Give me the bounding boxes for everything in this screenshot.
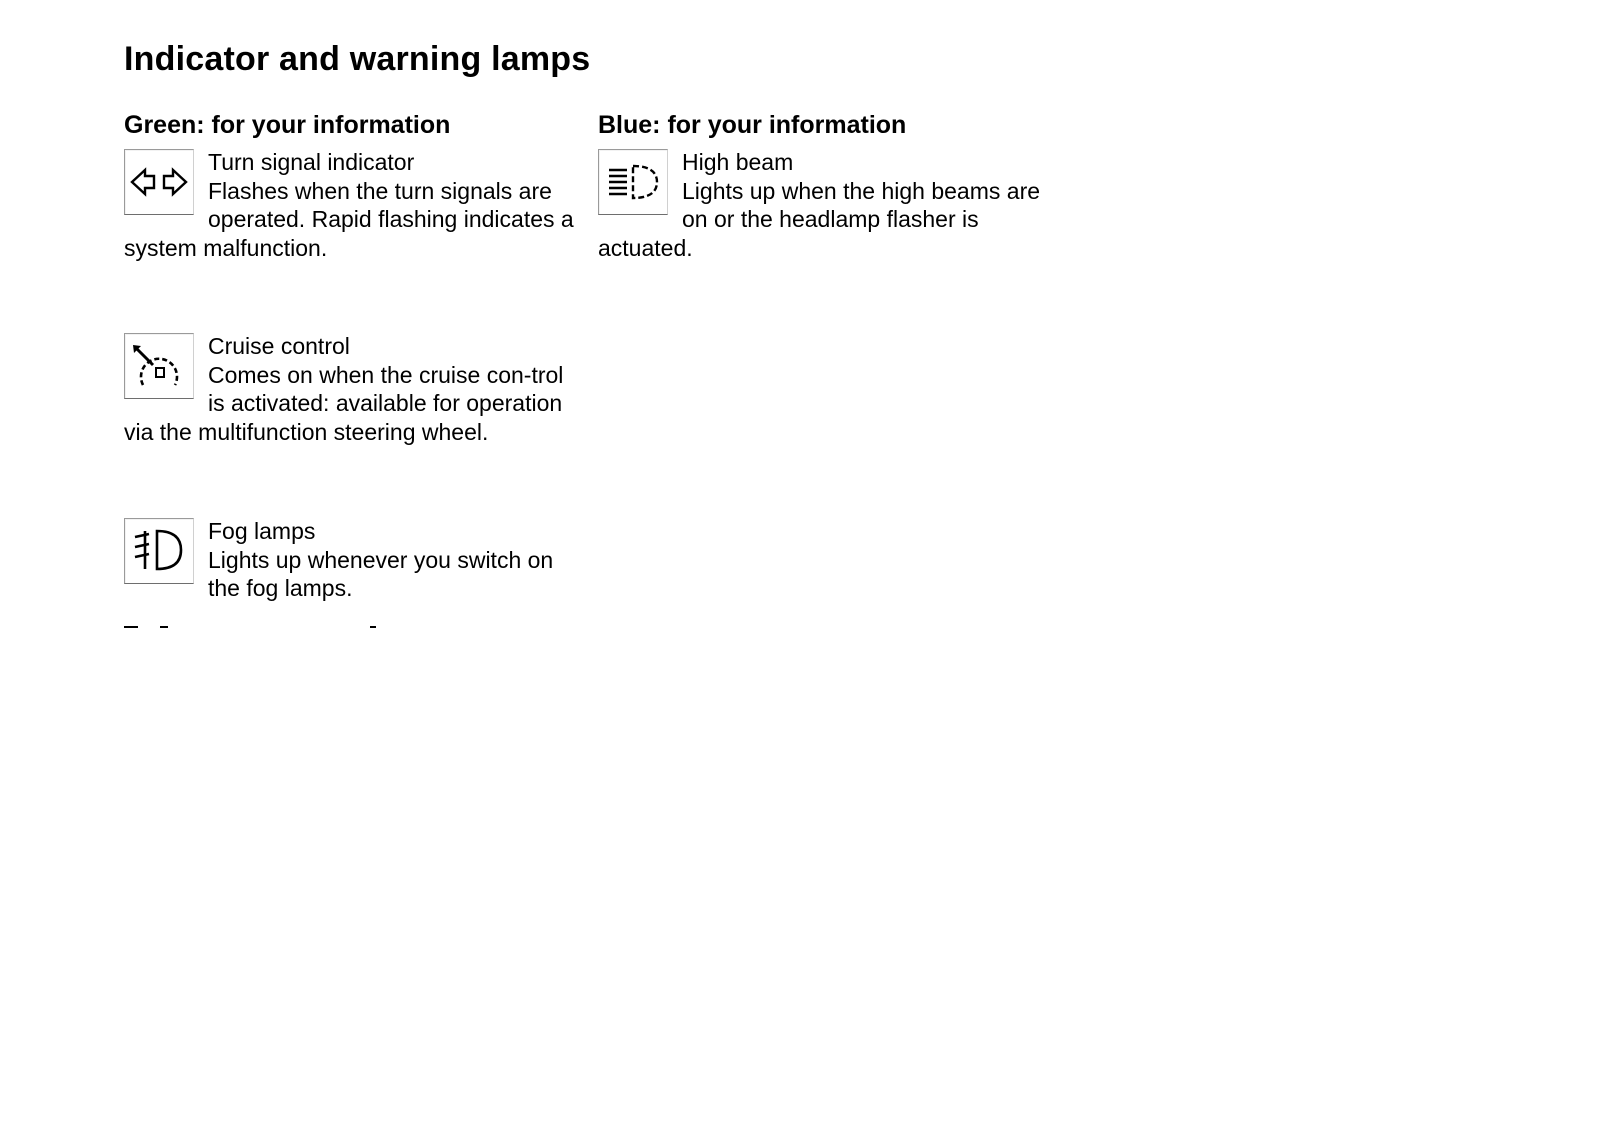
cruise-control-title: Cruise control	[208, 333, 350, 359]
blue-section-heading: Blue: for your information	[598, 111, 907, 139]
fog-lamp-entry	[124, 517, 579, 603]
turn-signal-entry	[124, 148, 579, 262]
blue-section	[598, 110, 1053, 262]
high-beam-description: Lights up when the high beams are on or the headlamp flasher is actuated.	[598, 177, 1041, 261]
turn-signal-title: Turn signal indicator	[208, 149, 415, 175]
turn-signal-description: Flashes when the turn signals are operated. Rapid flashing indicates a system malfunction.	[124, 177, 574, 261]
cruise-control-entry	[124, 332, 579, 446]
high-beam-title: High beam	[682, 149, 794, 175]
high-beam-icon	[598, 149, 668, 215]
fog-lamp-description: Lights up whenever you switch on the fog lamps.	[208, 546, 554, 601]
cruise-control-description: Comes on when the cruise con-trol is activated: available for operation via the multifunction steering wheel.	[124, 361, 564, 445]
green-section	[124, 110, 579, 603]
high-beam-entry	[598, 148, 1053, 262]
fog-lamp-title: Fog lamps	[208, 518, 316, 544]
turn-signal-icon	[124, 149, 194, 215]
cropped-text-fragment	[124, 622, 384, 630]
cruise-control-icon	[124, 333, 194, 399]
fog-lamp-icon	[124, 518, 194, 584]
page-title: Indicator and warning lamps	[124, 40, 591, 78]
green-section-heading: Green: for your information	[124, 111, 451, 139]
